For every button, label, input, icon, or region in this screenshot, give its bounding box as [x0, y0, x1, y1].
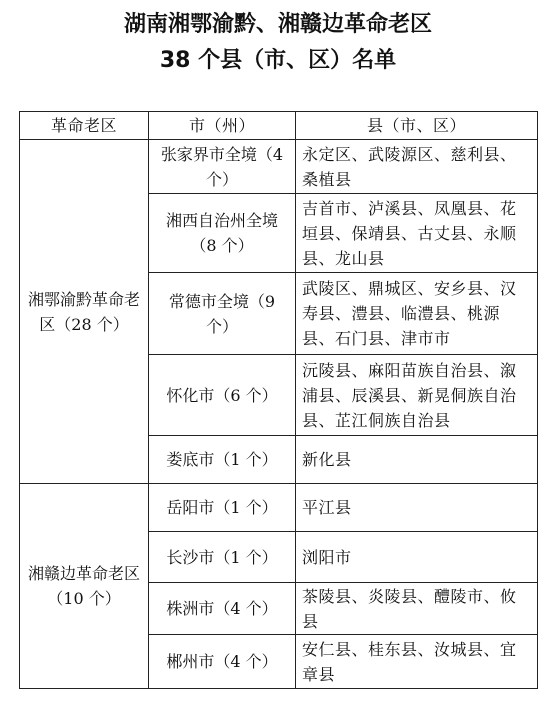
counties-cell: 茶陵县、炎陵县、醴陵市、攸县	[296, 583, 538, 635]
header-counties: 县（市、区）	[296, 112, 538, 140]
city-cell: 张家界市全境（4 个）	[149, 140, 296, 194]
counties-cell: 平江县	[296, 484, 538, 532]
city-cell: 长沙市（1 个）	[149, 532, 296, 583]
counties-cell: 浏阳市	[296, 532, 538, 583]
county-list-table	[19, 111, 538, 689]
region-cell: 湘赣边革命老区（10 个）	[20, 484, 149, 689]
counties-cell: 永定区、武陵源区、慈利县、桑植县	[296, 140, 538, 194]
city-cell: 岳阳市（1 个）	[149, 484, 296, 532]
city-cell: 郴州市（4 个）	[149, 635, 296, 689]
header-city: 市（州）	[149, 112, 296, 140]
counties-cell: 沅陵县、麻阳苗族自治县、溆浦县、辰溪县、新晃侗族自治县、芷江侗族自治县	[296, 355, 538, 436]
region-cell: 湘鄂渝黔革命老区（28 个）	[20, 140, 149, 484]
city-cell: 娄底市（1 个）	[149, 436, 296, 484]
document-title-line2: 38 个县（市、区）名单	[159, 48, 397, 73]
city-cell: 湘西自治州全境（8 个）	[149, 194, 296, 273]
table-row	[20, 140, 538, 194]
city-cell: 怀化市（6 个）	[149, 355, 296, 436]
table-row	[20, 484, 538, 532]
city-cell: 常德市全境（9 个）	[149, 273, 296, 355]
counties-cell: 武陵区、鼎城区、安乡县、汉寿县、澧县、临澧县、桃源县、石门县、津市市	[296, 273, 538, 355]
counties-cell: 吉首市、泸溪县、凤凰县、花垣县、保靖县、古丈县、永顺县、龙山县	[296, 194, 538, 273]
document-title-line1: 湖南湘鄂渝黔、湘赣边革命老区	[123, 12, 432, 37]
table-header-row	[20, 112, 538, 140]
counties-cell: 新化县	[296, 436, 538, 484]
header-region: 革命老区	[20, 112, 149, 140]
city-cell: 株洲市（4 个）	[149, 583, 296, 635]
counties-cell: 安仁县、桂东县、汝城县、宜章县	[296, 635, 538, 689]
